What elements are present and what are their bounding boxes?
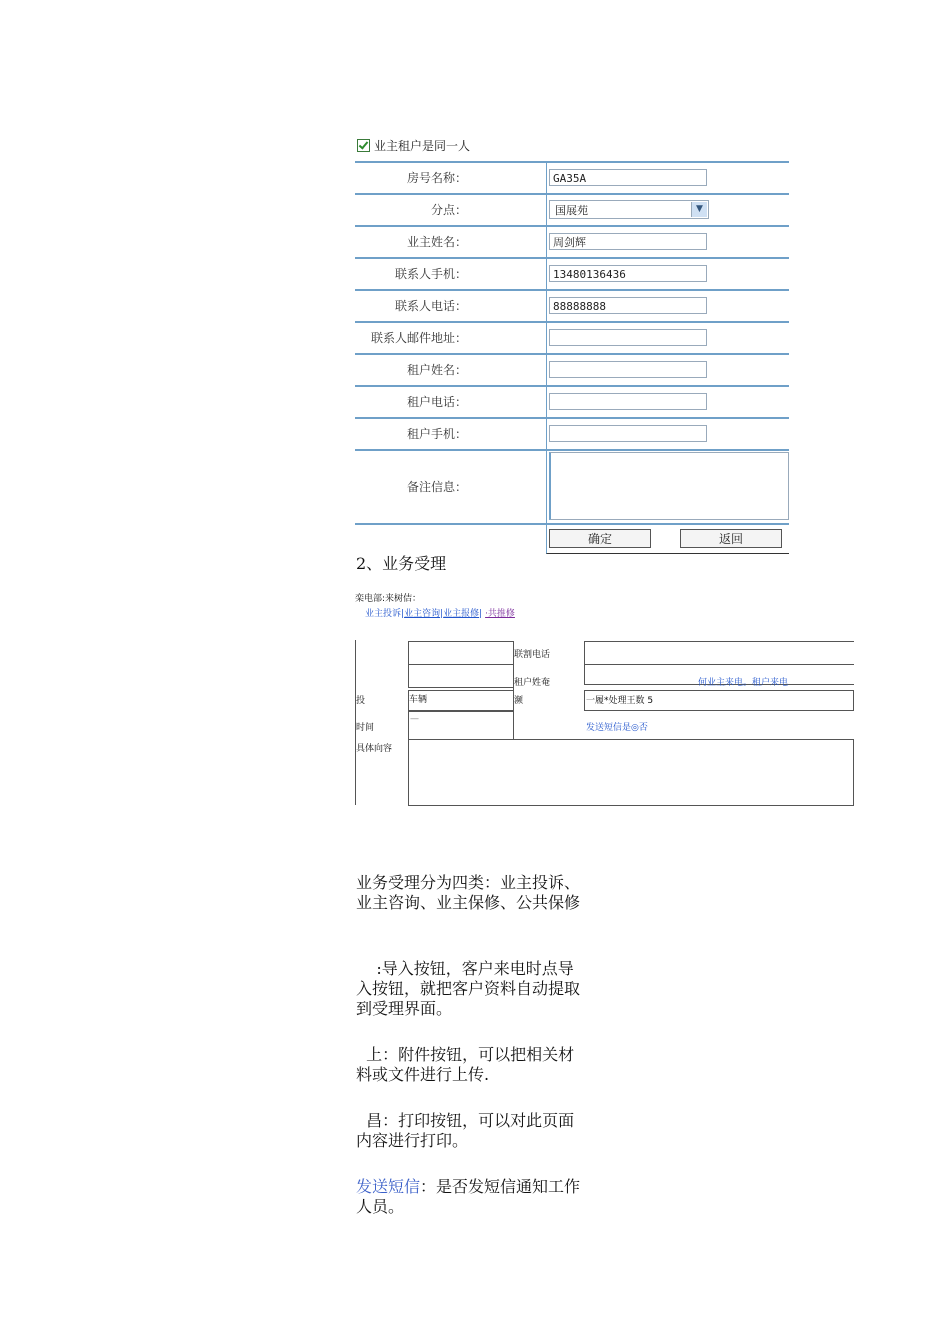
business-acceptance-form — [355, 590, 855, 810]
form-row-room — [355, 163, 789, 195]
form-row-branch — [355, 195, 789, 227]
owner-form-table — [355, 161, 789, 554]
contact-email-label: 联系人邮件地址： — [370, 331, 467, 345]
tab-public-repair[interactable]: ·共推修 — [485, 609, 515, 619]
remarks-label: 备注信息： — [406, 480, 467, 494]
form-row-tenant-mobile — [355, 419, 789, 451]
paragraph-categories: 业务受理分为四类：业主投诉、业主咨询、业主保修、公共保修 — [356, 873, 581, 912]
content-textarea[interactable] — [408, 739, 854, 806]
contact-mobile-label: 联系人手机： — [394, 267, 467, 281]
back-button[interactable]: 返回 — [680, 529, 782, 548]
form-row-tenant-phone — [355, 387, 789, 419]
same-person-label: 业主租户是同一人 — [374, 139, 471, 153]
time-label: 时间 — [356, 723, 375, 733]
contact-phone-input[interactable]: 88888888 — [549, 297, 707, 314]
contact-email-input[interactable] — [549, 329, 707, 346]
form-row-contact-email — [355, 323, 789, 355]
contact-phone-label: 联系人电话： — [394, 299, 467, 313]
form-row-contact-phone — [355, 291, 789, 323]
tenant-phone-input[interactable] — [549, 393, 707, 410]
form-row-owner-name — [355, 227, 789, 259]
form-row-tenant-name — [355, 355, 789, 387]
room-name-label: 房号名称： — [406, 171, 467, 185]
paragraph-send-sms — [356, 1177, 588, 1217]
complaint-label: 投 — [356, 696, 366, 706]
tenant-input-box[interactable] — [408, 664, 514, 688]
phone-value-box[interactable] — [584, 641, 854, 665]
phone-label: 联割电话 — [514, 650, 551, 660]
source-label: 濒 — [514, 696, 524, 706]
category-tabs: 业主投诉|业主咨询|业主报修| ·共推修 — [365, 609, 515, 619]
content-label: 具体向容 — [356, 744, 393, 754]
branch-label: 分点： — [430, 203, 467, 217]
remarks-textarea[interactable] — [549, 452, 789, 520]
same-person-checkbox-row[interactable] — [357, 137, 470, 154]
contact-mobile-input[interactable]: 13480136436 — [549, 265, 707, 282]
tenant-phone-label: 租户电话： — [406, 395, 467, 409]
section-heading: 2、业务受理 — [356, 554, 447, 573]
owner-name-label: 业主姓名： — [406, 235, 467, 249]
tenant-mobile-label: 租户手机： — [406, 427, 467, 441]
room-name-input[interactable]: GA35A — [549, 169, 707, 186]
vehicle-value: 车辆 — [409, 695, 428, 705]
time-value: — — [410, 714, 419, 724]
tab-owner-repair[interactable]: 业主报修 — [443, 609, 480, 619]
tenant-label: 租户姓奄 — [514, 678, 551, 688]
tab-owner-inquiry[interactable]: 业主咨询 — [404, 609, 441, 619]
status-value: 一履*处理王数 5 — [586, 696, 654, 706]
time-box[interactable] — [408, 711, 514, 740]
branch-select[interactable] — [549, 200, 709, 219]
tenant-name-label: 租户姓名： — [406, 363, 467, 377]
owner-name-input[interactable]: 周剑辉 — [549, 233, 707, 250]
caller-info-label: 栾电部:来树佶： — [355, 594, 422, 604]
confirm-button[interactable]: 确定 — [549, 529, 651, 548]
form-row-contact-mobile — [355, 259, 789, 291]
paragraph-import-button: :导入按钮，客户来电时点导入按钮，就把客户资料自动提取到受理界面。 — [356, 959, 581, 1018]
tenant-mobile-input[interactable] — [549, 425, 707, 442]
caller-type-options[interactable]: 何业主来电。租户来电 — [698, 678, 789, 688]
paragraph-print-button: 昌：打印按钮，可以对此页面内容进行打印。 — [356, 1111, 575, 1150]
chevron-down-icon[interactable]: ▼ — [691, 202, 707, 217]
form-row-remarks — [355, 451, 789, 525]
tenant-name-input[interactable] — [549, 361, 707, 378]
paragraph-attachment-button: 上：附件按钮，可以把相关材料或文件进行上传. — [356, 1045, 575, 1084]
tab-owner-complaint[interactable]: 业主投诉 — [365, 609, 402, 619]
send-sms-option[interactable]: 发送短信是◎否 — [586, 723, 648, 733]
send-sms-term: 发送短信 — [356, 1177, 421, 1196]
checkbox-checked-icon[interactable] — [357, 139, 370, 152]
send-sms-description: ：是否发短信通知工作人员。 — [356, 1177, 581, 1216]
form-buttons-row — [355, 525, 789, 554]
phone-input-box[interactable] — [408, 641, 514, 665]
branch-selected-value: 国展苑 — [555, 204, 588, 217]
